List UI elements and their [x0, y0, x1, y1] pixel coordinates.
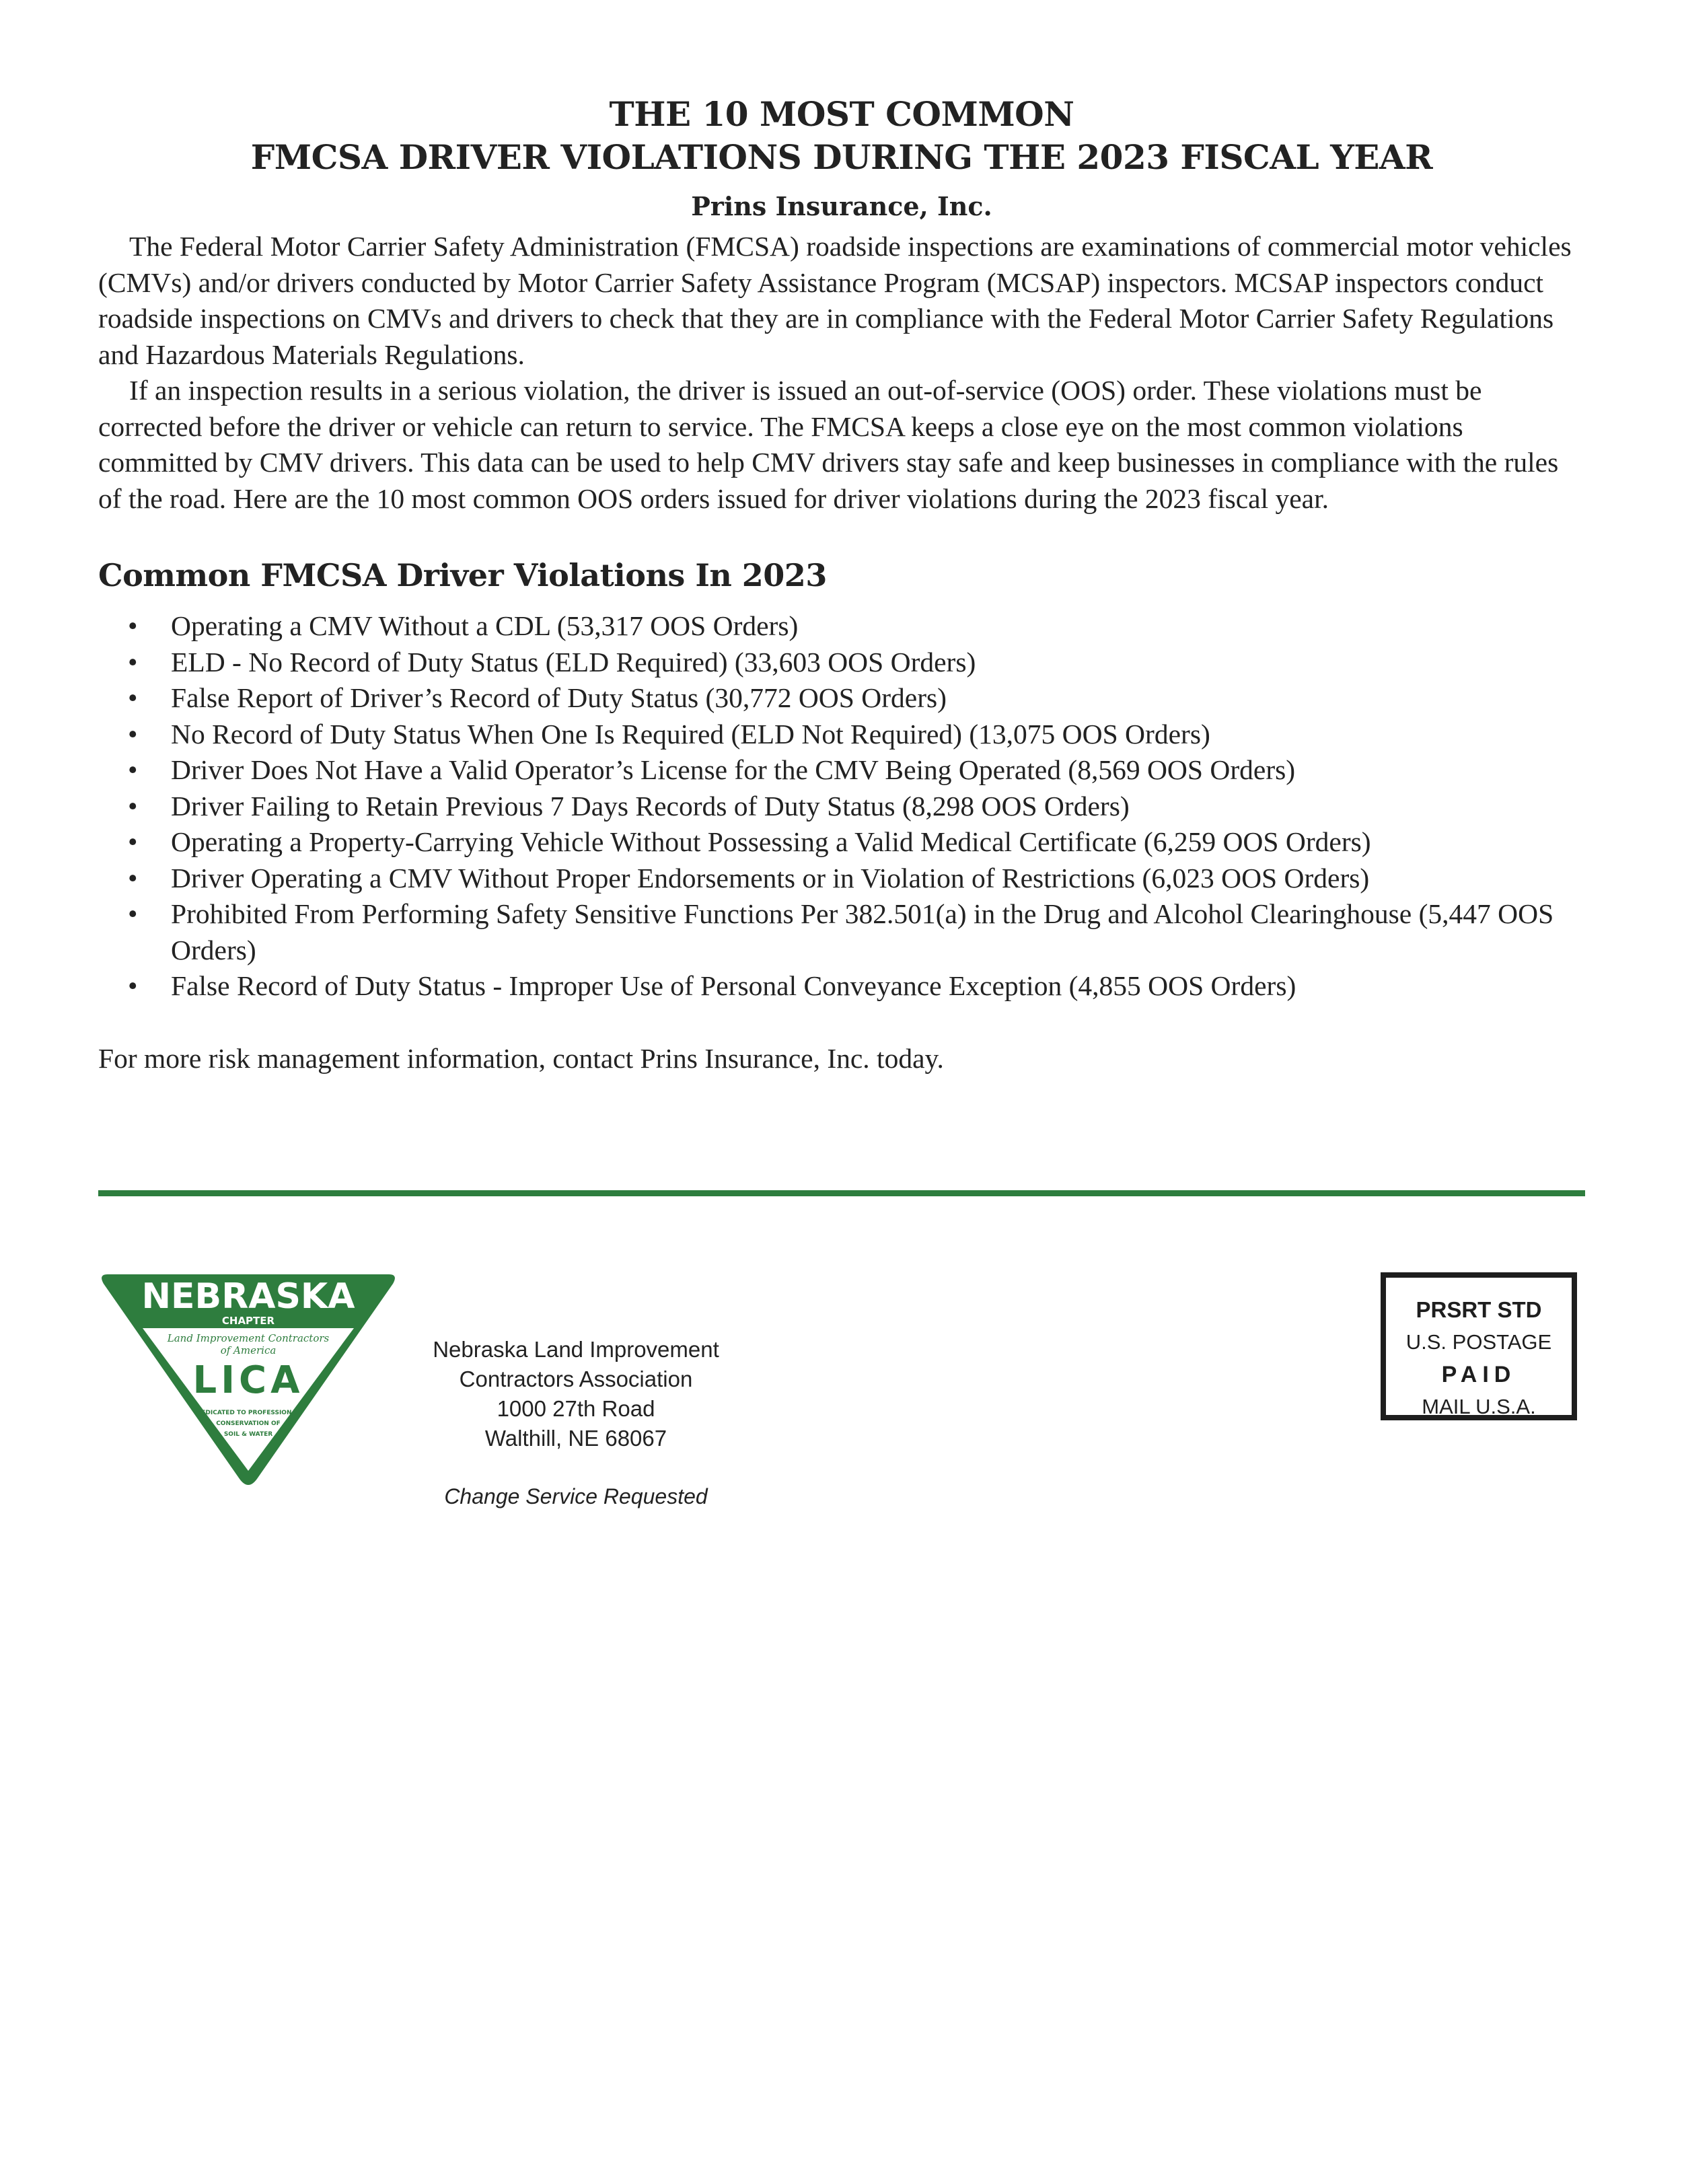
list-item: • False Report of Driver’s Record of Duty Status (30,772 OOS Orders)	[98, 680, 1585, 717]
postage-line-2: U.S. POSTAGE	[1405, 1330, 1552, 1354]
list-item: • ELD - No Record of Duty Status (ELD Required) (33,603 OOS Orders)	[98, 645, 1585, 681]
closing-text: For more risk management information, contact Prins Insurance, Inc. today.	[98, 1043, 944, 1074]
newsletter-page	[98, 0, 1585, 2184]
list-item: • Operating a Property-Carrying Vehicle Without Possessing a Valid Medical Certificate (6,259 OOS Orders)	[98, 824, 1585, 861]
postage-indicia	[1381, 1272, 1577, 1420]
list-item: • Driver Does Not Have a Valid Operator’s License for the CMV Being Operated (8,569 OOS Orders)	[98, 752, 1585, 789]
list-item: • Driver Operating a CMV Without Proper Endorsements or in Violation of Restrictions (6,023 OOS Orders)	[98, 861, 1585, 897]
section-heading: Common FMCSA Driver Violations In 2023	[98, 557, 827, 593]
logo-motto-line-2: CONSERVATION OF	[216, 1420, 281, 1427]
logo-org-line-2: of America	[220, 1344, 277, 1356]
return-address	[401, 1335, 751, 1453]
list-item: • Driver Failing to Retain Previous 7 Days Records of Duty Status (8,298 OOS Orders)	[98, 789, 1585, 825]
divider-rule	[98, 1190, 1585, 1196]
logo-chapter-text: CHAPTER	[221, 1315, 275, 1327]
list-item: • Prohibited From Performing Safety Sensitive Functions Per 382.501(a) in the Drug and Alcohol Clearinghouse (5,447 OOS Orders)	[98, 896, 1585, 968]
list-item: • No Record of Duty Status When One Is Required (ELD Not Required) (13,075 OOS Orders)	[98, 717, 1585, 753]
intro-paragraph-2: If an inspection results in a serious violation, the driver is issued an out-of-service (OOS) order. These violations must be corrected before the driver or vehicle can return to service. The FMCSA keeps a close eye on the most common violations committed by CMV drivers. This data can be used to help CMV drivers stay safe and keep businesses in compliance with the rules of the road. Here are the 10 most common OOS orders issued for driver violations during the 2023 fiscal year.	[98, 375, 1559, 514]
violations-list	[98, 608, 1585, 1005]
list-item: • False Record of Duty Status - Improper Use of Personal Conveyance Exception (4,855 OOS Orders)	[98, 968, 1585, 1005]
address-line-2: Contractors Association	[459, 1367, 693, 1391]
address-line-1: Nebraska Land Improvement	[433, 1337, 719, 1362]
page-subtitle: Prins Insurance, Inc.	[691, 191, 992, 221]
intro-paragraph-1: The Federal Motor Carrier Safety Administration (FMCSA) roadside inspections are examinations of commercial motor vehicles (CMVs) and/or drivers conducted by Motor Carrier Safety Assistance Program (MCSAP) inspectors. MCSAP inspectors conduct roadside inspections on CMVs and drivers to check that they are in compliance with the Federal Motor Carrier Safety Regulations and Hazardous Materials Regulations.	[98, 231, 1572, 370]
logo-motto-line-1: DEDICATED TO PROFESSIONAL	[196, 1410, 301, 1416]
logo-acronym: LICA	[192, 1358, 304, 1402]
address-line-3: 1000 27th Road	[497, 1396, 655, 1421]
logo-banner-text: NEBRASKA	[141, 1276, 355, 1317]
address-line-4: Walthill, NE 68067	[484, 1426, 667, 1451]
logo-org-line-1: Land Improvement Contractors	[167, 1332, 330, 1344]
postage-line-1: PRSRT STD	[1416, 1297, 1542, 1322]
list-item: • Operating a CMV Without a CDL (53,317 OOS Orders)	[98, 608, 1585, 645]
postage-line-4: MAIL U.S.A.	[1422, 1395, 1536, 1418]
logo-motto-line-3: SOIL & WATER	[223, 1431, 273, 1438]
title-block	[98, 93, 1585, 223]
change-service-requested: Change Service Requested	[444, 1484, 708, 1508]
page-title-line-2: FMCSA DRIVER VIOLATIONS DURING THE 2023 FISCAL YEAR	[250, 137, 1433, 177]
postage-line-3: PAID	[1441, 1362, 1516, 1387]
intro-text	[98, 229, 1585, 517]
page-title-line-1: THE 10 MOST COMMON	[609, 94, 1074, 134]
lica-nebraska-logo	[98, 1270, 398, 1487]
